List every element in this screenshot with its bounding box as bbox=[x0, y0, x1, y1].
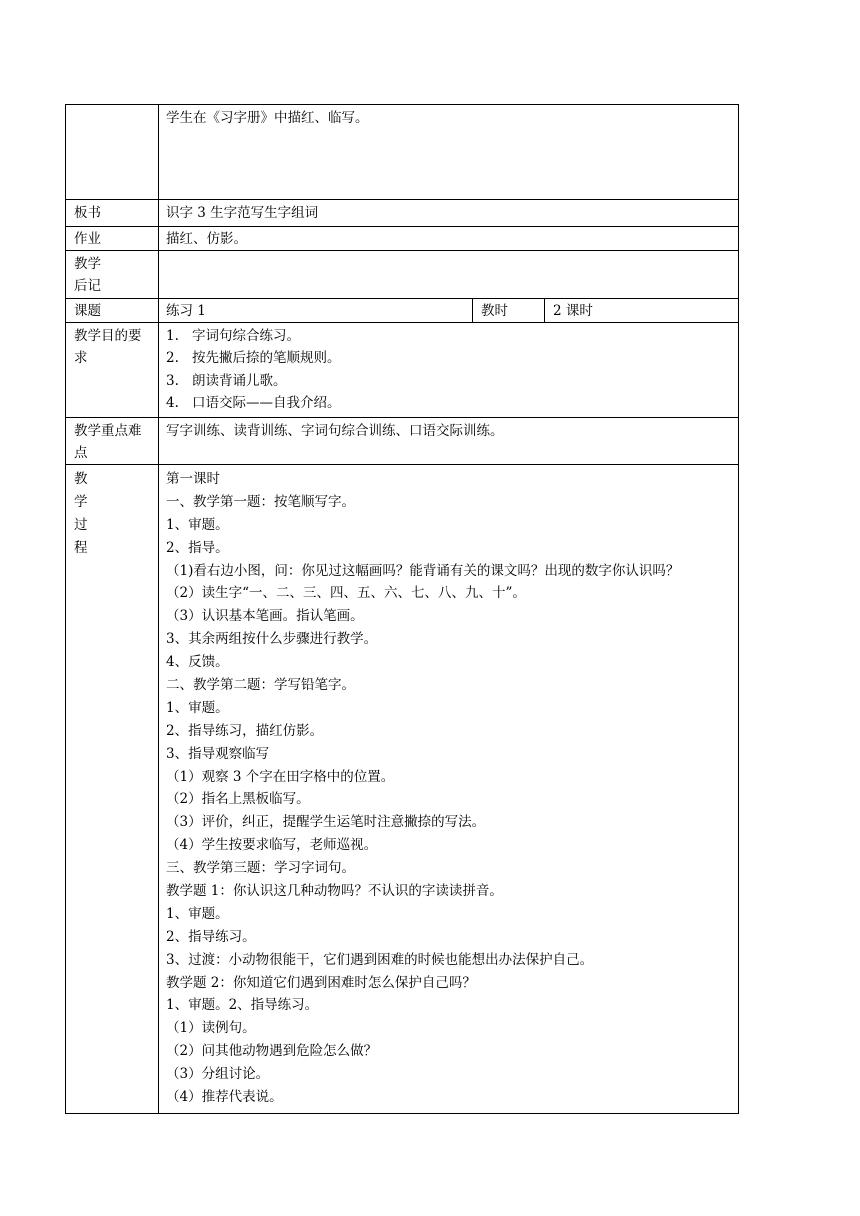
focus-content: 写字训练、读背训练、字词句综合训练、口语交际训练。 bbox=[166, 423, 504, 439]
list-item: 4. 口语交际——自我介绍。 bbox=[166, 395, 341, 412]
process-line: （2）问其他动物遇到危险怎么做？ bbox=[166, 1043, 378, 1060]
process-line: 二、教学第二题：学写铅笔字。 bbox=[166, 677, 355, 694]
process-line: 2、指导练习。 bbox=[166, 928, 256, 945]
process-line: 一、教学第一题：按笔顺写字。 bbox=[166, 493, 355, 510]
goals-row bbox=[65, 322, 739, 417]
practice-content: 学生在《习字册》中描红、临写。 bbox=[166, 110, 369, 126]
process-line: （4）学生按要求临写，老师巡视。 bbox=[166, 837, 378, 854]
hours-value: 2 课时 bbox=[544, 299, 738, 322]
reflection-label: 教学 后记 bbox=[66, 251, 159, 298]
board-row bbox=[65, 199, 739, 226]
lesson-title: 练习 1 bbox=[166, 303, 206, 319]
practice-row bbox=[65, 104, 739, 199]
list-item: 1. 字词句综合练习。 bbox=[166, 328, 300, 344]
process-line: 2、指导。 bbox=[166, 539, 229, 556]
process-line: （1）读例句。 bbox=[166, 1020, 256, 1037]
process-line: （1)看右边小图，问：你见过这幅画吗？能背诵有关的课文吗？出现的数字你认识吗？ bbox=[166, 562, 680, 579]
process-line: （2）指名上黑板临写。 bbox=[166, 791, 310, 808]
process-label: 教 学 过 程 bbox=[66, 465, 159, 1113]
process-line: （3）分组讨论。 bbox=[166, 1066, 270, 1083]
goals-label: 教学目的要 求 bbox=[66, 323, 159, 417]
practice-label bbox=[66, 105, 159, 199]
lesson-plan-table bbox=[65, 104, 739, 1114]
process-line: 1、审题。 bbox=[166, 516, 229, 533]
list-item: 2. 按先撇后捺的笔顺规则。 bbox=[166, 350, 341, 367]
process-line: 第一课时 bbox=[166, 471, 220, 487]
homework-row bbox=[65, 226, 739, 250]
process-line: 三、教学第三题：学习字词句。 bbox=[166, 860, 355, 877]
lesson-row bbox=[65, 298, 739, 322]
process-line: 教学题 1：你认识这几种动物吗？不认识的字读读拼音。 bbox=[166, 883, 503, 900]
process-line: 2、指导练习，描红仿影。 bbox=[166, 722, 324, 739]
homework-content: 描红、仿影。 bbox=[166, 231, 247, 247]
process-line: （3）评价，纠正，提醒学生运笔时注意撇捺的写法。 bbox=[166, 814, 486, 831]
process-line: 1、审题。2、指导练习。 bbox=[166, 997, 319, 1014]
process-line: （4）推荐代表说。 bbox=[166, 1089, 283, 1106]
hours-label: 教时 bbox=[472, 299, 544, 322]
process-line: （1）观察 3 个字在田字格中的位置。 bbox=[166, 768, 395, 785]
process-line: 3、过渡：小动物很能干，它们遇到困难的时候也能想出办法保护自己。 bbox=[166, 951, 594, 968]
process-row bbox=[65, 464, 739, 1114]
process-line: 1、审题。 bbox=[166, 699, 229, 716]
process-line: 3、指导观察临写 bbox=[166, 745, 270, 762]
board-label: 板书 bbox=[66, 200, 159, 226]
process-line: 1、审题。 bbox=[166, 905, 229, 922]
process-line: （2）读生字“一、二、三、四、五、六、七、八、九、十”。 bbox=[166, 585, 526, 602]
process-content bbox=[159, 465, 738, 1113]
process-line: 3、其余两组按什么步骤进行教学。 bbox=[166, 631, 378, 648]
reflection-row bbox=[65, 250, 739, 298]
focus-label: 教学重点难 点 bbox=[66, 418, 159, 464]
board-content: 识字 3 生字范写生字组词 bbox=[166, 205, 319, 221]
focus-row bbox=[65, 417, 739, 464]
reflection-content bbox=[159, 251, 738, 298]
goals-list bbox=[159, 323, 738, 417]
homework-label: 作业 bbox=[66, 227, 159, 250]
process-line: 4、反馈。 bbox=[166, 654, 229, 671]
list-item: 3. 朗读背诵儿歌。 bbox=[166, 372, 287, 389]
lesson-label: 课题 bbox=[66, 299, 159, 322]
process-line: （3）认识基本笔画。指认笔画。 bbox=[166, 608, 364, 625]
process-line: 教学题 2：你知道它们遇到困难时怎么保护自己吗？ bbox=[166, 974, 476, 991]
